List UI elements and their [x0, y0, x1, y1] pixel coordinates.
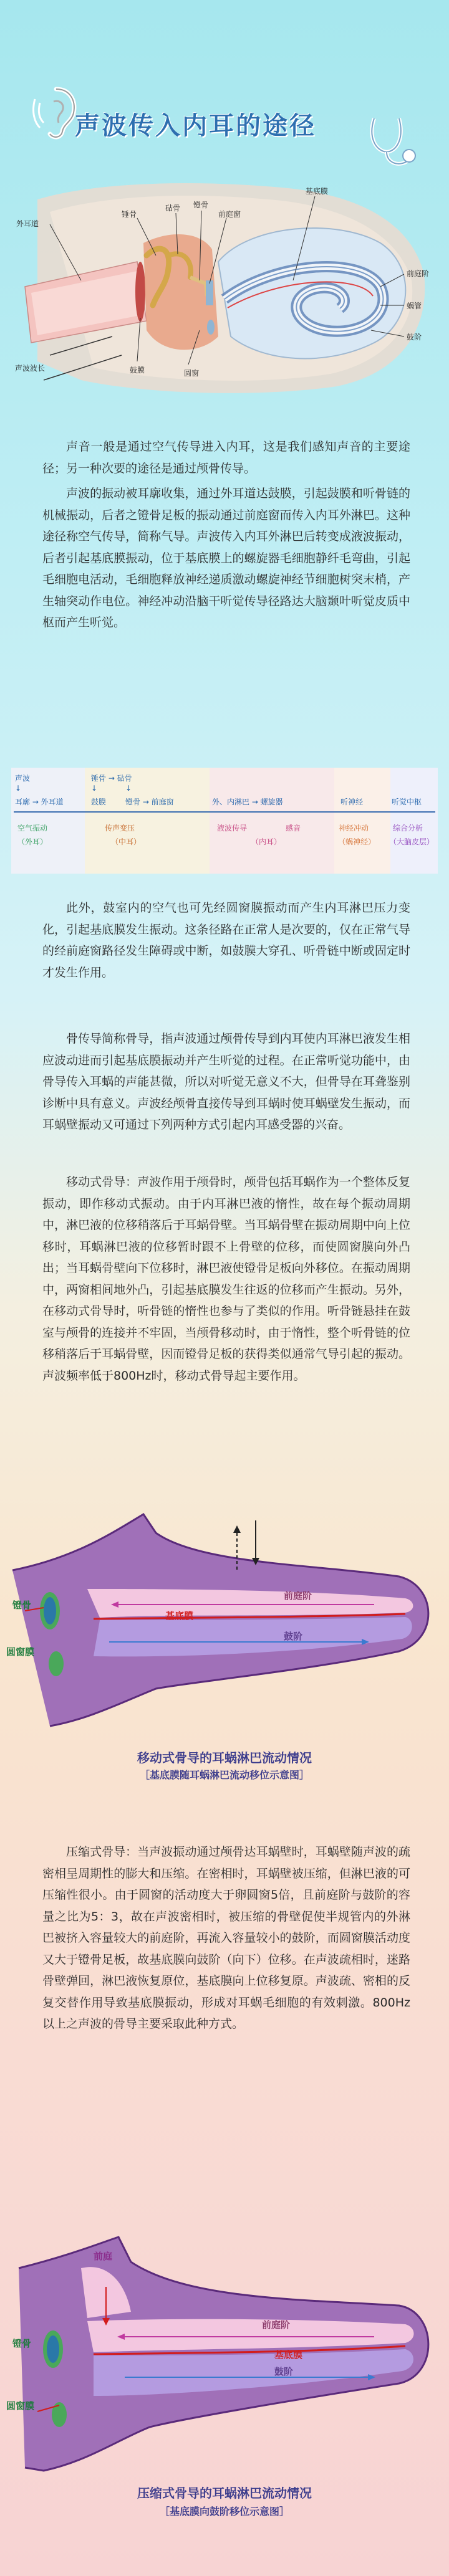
- diagram2-label-vestibule: 前庭: [94, 2251, 113, 2262]
- middle-paragraph-2: 骨传导简称骨导，指声波通过颅骨传导到内耳使内耳淋巴液发生相应波动进而引起基底膜振动并产生听觉的过程。在正常听觉功能中，由骨导传入耳蜗的声能甚微，所以对听觉无意义不大，但骨导在耳聋鉴别诊断中具有意义。声波经颅骨直接传导到耳蜗时使耳蜗壁发生振动，而耳蜗壁振动又可通过下列两种方式引起内耳感受器的兴奋。: [42, 1032, 410, 1132]
- page-title: 声波传入内耳的途径: [75, 112, 316, 140]
- title-banner: [0, 0, 449, 162]
- diagram2-label-tympani: 鼓阶: [274, 2366, 294, 2377]
- label-cochlear-duct: 蜗管: [407, 302, 422, 310]
- compress-paragraph: 压缩式骨导：当声波振动通过颅骨达耳蜗壁时，耳蜗壁随声波的疏密相呈周期性的膨大和压缩。在密相时，耳蜗壁被压缩，但淋巴液的可压缩性很小。由于圆窗的活动度大于卵圆窗5倍，且前庭阶与鼓阶的容量之比为5：3，故在声波密相时，被压缩的骨壁促使半规管内的外淋巴被挤入容量较大的前庭阶，再流入容量较小的鼓阶，而圆窗膜活动度又大于镫骨足板，故基底膜向鼓阶（向下）位移。在声波疏相时，迷路骨壁弹回，淋巴液恢复原位，基底膜向上位移复原。声波疏、密相的反复交替作用导致基底膜振动，形成对耳蜗毛细胞的有效刺激。800Hz以上之声波的骨导主要采取此种方式。: [42, 1845, 410, 2031]
- intro-paragraph-2: 声波的振动被耳廓收集，通过外耳道达鼓膜，引起鼓膜和听骨链的机械振动，后者之镫骨足板的振动通过前庭窗而传入内耳外淋巴。这种途径称空气传导，简称气导。声波传入内耳外淋巴后转变成液波振动，后者引起基底膜振动，位于基底膜上的螺旋器毛细胞静纤毛弯曲，引起毛细胞电活动，毛细胞释放神经递质激动螺旋神经节细胞树突末梢，产生轴突动作电位。神经冲动沿脑干听觉传导径路达大脑颞叶听觉皮质中枢而产生听觉。: [42, 487, 410, 629]
- stethoscope-icon: [362, 112, 418, 171]
- flow-arrow-down-1: ↓: [15, 784, 22, 793]
- hearing-pathway-flowchart: [11, 768, 438, 874]
- flow-cortex: （大脑皮层）: [389, 837, 435, 846]
- diagram1-label-stapes: 镫骨: [12, 1600, 32, 1611]
- flow-segment-nerve: [334, 768, 390, 874]
- diagram2-label-round-window: 圆窗膜: [6, 2400, 35, 2411]
- label-scala-vestibuli: 前庭阶: [407, 269, 430, 278]
- flow-stapes-window: 镫骨 → 前庭窗: [125, 798, 174, 806]
- diagram1-caption: 移动式骨导的耳蜗淋巴流动情况: [137, 1750, 312, 1765]
- diagram-translational-bone-conduction: [0, 1496, 449, 1788]
- middle-paragraph-3: 移动式骨导：声波作用于颅骨时，颅骨包括耳蜗作为一个整体反复振动，即作移动式振动。由于内耳淋巴液的惰性，故在每个振动周期中，淋巴液的位移稍落后于耳蜗骨壁。当耳蜗骨壁在振动周期中向上位移时，耳蜗淋巴液的位移暂时跟不上骨壁的位移，而使圆窗膜向外凸出；当耳蜗骨壁向下位移时，淋巴液使镫骨足板向外移位。在振动周期中，两窗相间地外凸，引起基底膜发生往返的位移而产生振动。另外，在移动式骨导时，听骨链的惰性也参与了类似的作用。听骨链悬挂在鼓室与颅骨的连接并不牢固，当颅骨移动时，由于惰性，整个听骨链的位移稍落后于耳蜗骨壁，因而镫骨足板的获得类似通常气导引起的振动。声波频率低于800Hz时，移动式骨导起主要作用。: [42, 1175, 410, 1383]
- ear-icon: [31, 84, 81, 140]
- flow-cochlear-nerve: （蜗神经）: [338, 837, 376, 846]
- flow-sound-wave: 声波: [15, 774, 31, 783]
- flow-transmission: 传声变压: [105, 824, 135, 832]
- flow-inner-ear: （内耳）: [251, 837, 282, 846]
- label-scala-tympani: 鼓阶: [407, 333, 422, 341]
- ear-anatomy-diagram: [12, 174, 437, 411]
- diagram2-label-vestibuli: 前庭阶: [262, 2319, 291, 2330]
- intro-paragraph-1: 声音一般是通过空气传导进入内耳，这是我们感知声音的主要途径；另一种次要的途径是通过颅骨传导。: [42, 440, 410, 475]
- flow-fluid-wave: 液波传导: [217, 824, 248, 832]
- diagram2-illustration: [0, 2231, 449, 2480]
- label-eardrum: 鼓膜: [130, 366, 145, 374]
- diagram2-label-basilar: 基底膜: [274, 2349, 303, 2360]
- label-round-window: 圆窗: [184, 369, 200, 378]
- diagram2-subcaption: ［基底膜向鼓阶移位示意图］: [159, 2506, 289, 2517]
- flow-auditory-center: 听觉中枢: [392, 798, 422, 806]
- flow-segment-middle-ear: [85, 768, 210, 874]
- flow-segment-outer-ear: [11, 768, 85, 874]
- label-stirrup: 镫骨: [193, 201, 209, 209]
- label-basilar-membrane: 基底膜: [306, 187, 329, 196]
- flow-segment-inner-ear: [210, 768, 334, 874]
- flow-sensing: 感音: [286, 824, 301, 832]
- label-sound-wave: 声波波长: [15, 364, 46, 373]
- flow-divider: [14, 811, 435, 813]
- label-hammer: 锤骨: [122, 210, 137, 219]
- diagram1-label-basilar: 基底膜: [165, 1610, 194, 1621]
- diagram-compressional-bone-conduction: [0, 2231, 449, 2530]
- flow-outer-ear: （外耳）: [17, 837, 48, 846]
- flow-lymph-organ: 外、内淋巴 → 螺旋器: [212, 798, 283, 806]
- flow-outer-path: 耳廓 → 外耳道: [15, 798, 64, 806]
- label-outer-ear-canal: 外耳道: [16, 219, 39, 228]
- flow-hammer-anvil: 锤骨 → 砧骨: [91, 774, 132, 783]
- diagram2-label-stapes: 镫骨: [12, 2338, 32, 2349]
- diagram2-caption: 压缩式骨导的耳蜗淋巴流动情况: [137, 2486, 312, 2501]
- diagram1-label-tympani: 鼓阶: [284, 1631, 303, 1642]
- flow-arrow-down-2: ↓: [91, 784, 98, 793]
- middle-paragraph-1: 此外，鼓室内的空气也可先经圆窗膜振动而产生内耳淋巴压力变化，引起基底膜发生振动。这条径路在正常人是次要的，仅在正常气导的经前庭窗路径发生障碍或中断，如鼓膜大穿孔、听骨链中断或固定时才发生作用。: [42, 901, 410, 980]
- diagram1-label-round-window: 圆窗膜: [6, 1646, 35, 1658]
- flow-nerve-impulse: 神经冲动: [339, 824, 369, 832]
- flow-arrow-down-3: ↓: [125, 784, 132, 793]
- label-oval-window: 前庭窗: [218, 210, 241, 219]
- label-anvil: 砧骨: [165, 204, 181, 212]
- flow-auditory-nerve: 听神经: [340, 798, 364, 806]
- diagram1-illustration: [0, 1496, 449, 1745]
- diagram1-label-vestibuli: 前庭阶: [284, 1590, 312, 1601]
- flow-middle-ear: （中耳）: [111, 837, 142, 846]
- flow-air-vibration: 空气振动: [17, 824, 48, 832]
- flow-segment-cortex: [390, 768, 438, 874]
- flow-analysis: 综合分析: [393, 824, 423, 832]
- flow-eardrum: 鼓膜: [91, 798, 107, 806]
- diagram1-subcaption: ［基底膜随耳蜗淋巴流动移位示意图］: [139, 1769, 309, 1781]
